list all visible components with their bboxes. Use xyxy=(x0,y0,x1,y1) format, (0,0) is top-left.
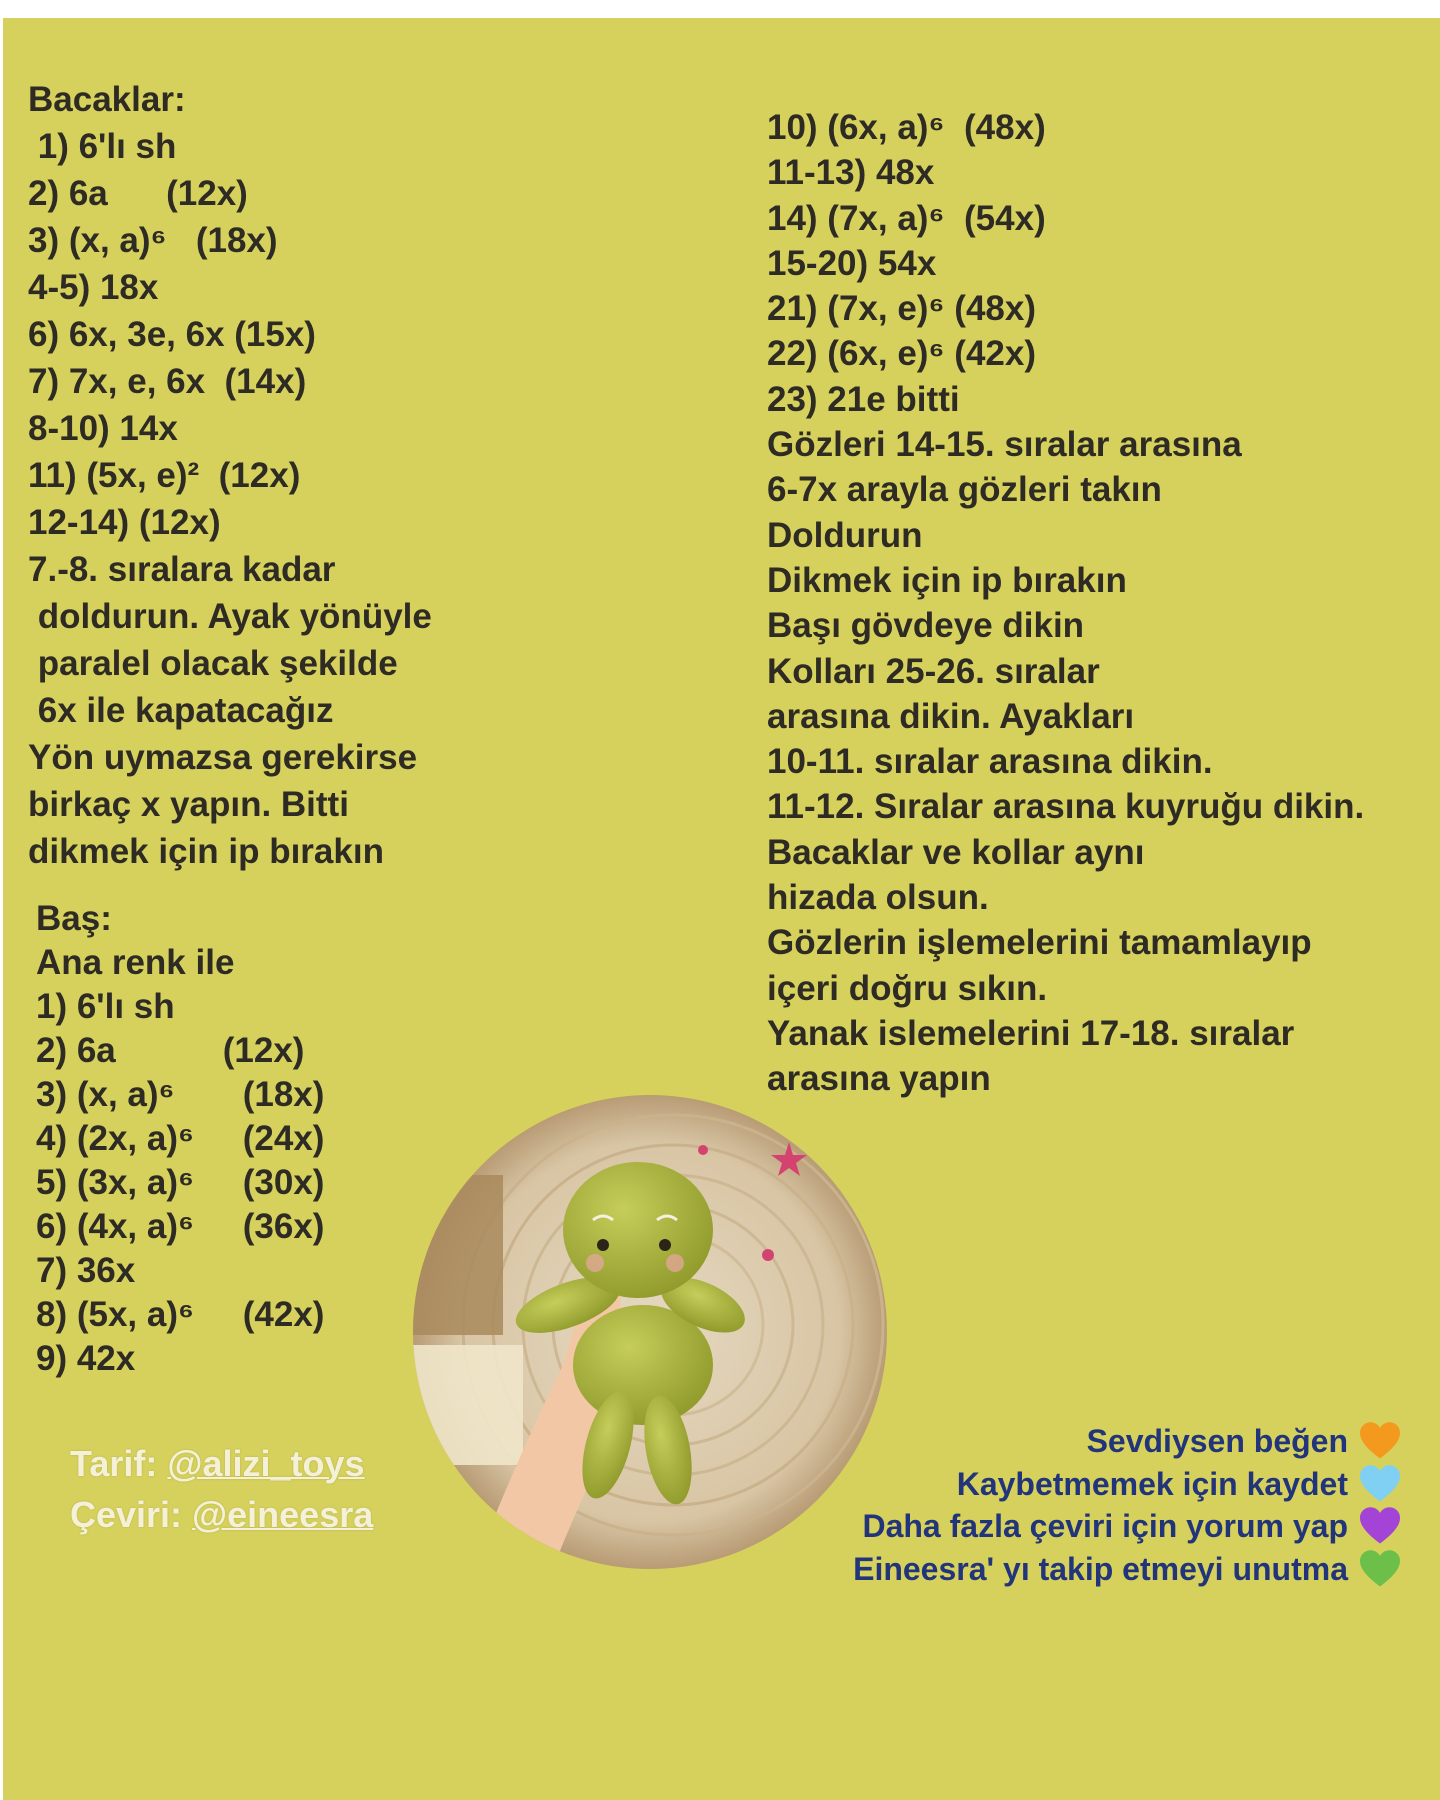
head-line: 2) 6a (12x) xyxy=(36,1031,305,1070)
legs-line: birkaç x yapın. Bitti xyxy=(28,785,349,824)
cta-like xyxy=(853,1420,1400,1463)
instruction-line: 15-20) 54x xyxy=(767,243,937,283)
instruction-line: hizada olsun. xyxy=(767,878,989,918)
head-title: Baş: xyxy=(36,899,112,938)
instruction-line: 10-11. sıralar arasına dikin. xyxy=(767,742,1213,782)
blue-heart-icon xyxy=(1360,1464,1400,1504)
purple-heart-icon xyxy=(1360,1506,1400,1546)
cta-comment xyxy=(853,1505,1400,1548)
legs-line: 1) 6'lı sh xyxy=(28,127,177,166)
cta-comment-text: Daha fazla çeviri için yorum yap xyxy=(862,1508,1348,1545)
recipe-credit xyxy=(70,1438,373,1489)
legs-line: paralel olacak şekilde xyxy=(28,644,398,683)
cta-follow-text: Eineesra' yı takip etmeyi unutma xyxy=(853,1550,1348,1587)
legs-line: 7) 7x, e, 6x (14x) xyxy=(28,362,307,401)
recipe-handle-link[interactable]: @alizi_toys xyxy=(167,1443,365,1484)
legs-title: Bacaklar: xyxy=(28,80,186,119)
instruction-line: arasına dikin. Ayakları xyxy=(767,696,1135,736)
legs-line: 8-10) 14x xyxy=(28,409,178,448)
head-line: 6) (4x, a)⁶ (36x) xyxy=(36,1207,325,1246)
head-line: 1) 6'lı sh xyxy=(36,987,175,1026)
instruction-line: Kolları 25-26. sıralar xyxy=(767,651,1100,691)
instruction-line: 10) (6x, a)⁶ (48x) xyxy=(767,108,1046,147)
instruction-line: 11-12. Sıralar arasına kuyruğu dikin. xyxy=(767,787,1365,827)
translation-label: Çeviri: xyxy=(70,1494,193,1535)
instruction-line: Gözleri 14-15. sıralar arasına xyxy=(767,425,1242,465)
head-line: 9) 42x xyxy=(36,1339,136,1378)
translation-credit xyxy=(70,1489,373,1540)
cta-save xyxy=(853,1463,1400,1506)
credits xyxy=(70,1438,373,1540)
legs-line: 6) 6x, 3e, 6x (15x) xyxy=(28,315,316,354)
instruction-line: 6-7x arayla gözleri takın xyxy=(767,470,1162,510)
recipe-label: Tarif: xyxy=(70,1443,168,1484)
cta-like-text: Sevdiysen beğen xyxy=(1086,1423,1348,1459)
legs-line: 6x ile kapatacağız xyxy=(28,691,334,730)
call-to-action xyxy=(853,1420,1400,1590)
instruction-line: Dikmek için ip bırakın xyxy=(767,560,1127,600)
legs-line: 4-5) 18x xyxy=(28,268,159,307)
orange-heart-icon xyxy=(1360,1421,1400,1461)
legs-line: dikmek için ip bırakın xyxy=(28,832,384,871)
instruction-line: Gözlerin işlemelerini tamamlayıp xyxy=(767,923,1312,963)
instruction-line: 14) (7x, a)⁶ (54x) xyxy=(767,198,1046,238)
instruction-line: Bacaklar ve kollar aynı xyxy=(767,832,1145,872)
instruction-line: Yanak islemelerini 17-18. sıralar xyxy=(767,1013,1295,1053)
instruction-line: 22) (6x, e)⁶ (42x) xyxy=(767,334,1037,374)
head-line: 4) (2x, a)⁶ (24x) xyxy=(36,1119,325,1158)
legs-line: 7.-8. sıralara kadar xyxy=(28,550,336,589)
translation-handle-link[interactable]: @eineesra xyxy=(192,1494,374,1535)
instruction-line: içeri doğru sıkın. xyxy=(767,968,1048,1008)
legs-line: 2) 6a (12x) xyxy=(28,174,248,213)
head-line: Ana renk ile xyxy=(36,943,235,982)
cta-follow xyxy=(853,1548,1400,1591)
head-section xyxy=(36,897,324,1381)
head-line: 5) (3x, a)⁶ (30x) xyxy=(36,1163,325,1202)
instruction-line: Doldurun xyxy=(767,515,923,555)
legs-line: 3) (x, a)⁶ (18x) xyxy=(28,221,278,260)
instruction-line: 23) 21e bitti xyxy=(767,379,960,419)
head-line: 3) (x, a)⁶ (18x) xyxy=(36,1075,325,1114)
instruction-line: 11-13) 48x xyxy=(767,153,935,193)
legs-line: 11) (5x, e)² (12x) xyxy=(28,456,301,495)
legs-line: Yön uymazsa gerekirse xyxy=(28,738,418,777)
toy-photo xyxy=(413,1095,887,1569)
head-line: 8) (5x, a)⁶ (42x) xyxy=(36,1295,325,1334)
right-column xyxy=(767,105,1364,1102)
instruction-line: arasına yapın xyxy=(767,1059,991,1099)
cta-save-text: Kaybetmemek için kaydet xyxy=(956,1465,1348,1502)
legs-line: 12-14) (12x) xyxy=(28,503,221,542)
instruction-line: Başı gövdeye dikin xyxy=(767,606,1085,646)
legs-line: doldurun. Ayak yönüyle xyxy=(28,597,432,636)
head-line: 7) 36x xyxy=(36,1251,136,1290)
instruction-line: 21) (7x, e)⁶ (48x) xyxy=(767,289,1037,329)
legs-section xyxy=(28,76,432,875)
green-heart-icon xyxy=(1360,1549,1400,1589)
